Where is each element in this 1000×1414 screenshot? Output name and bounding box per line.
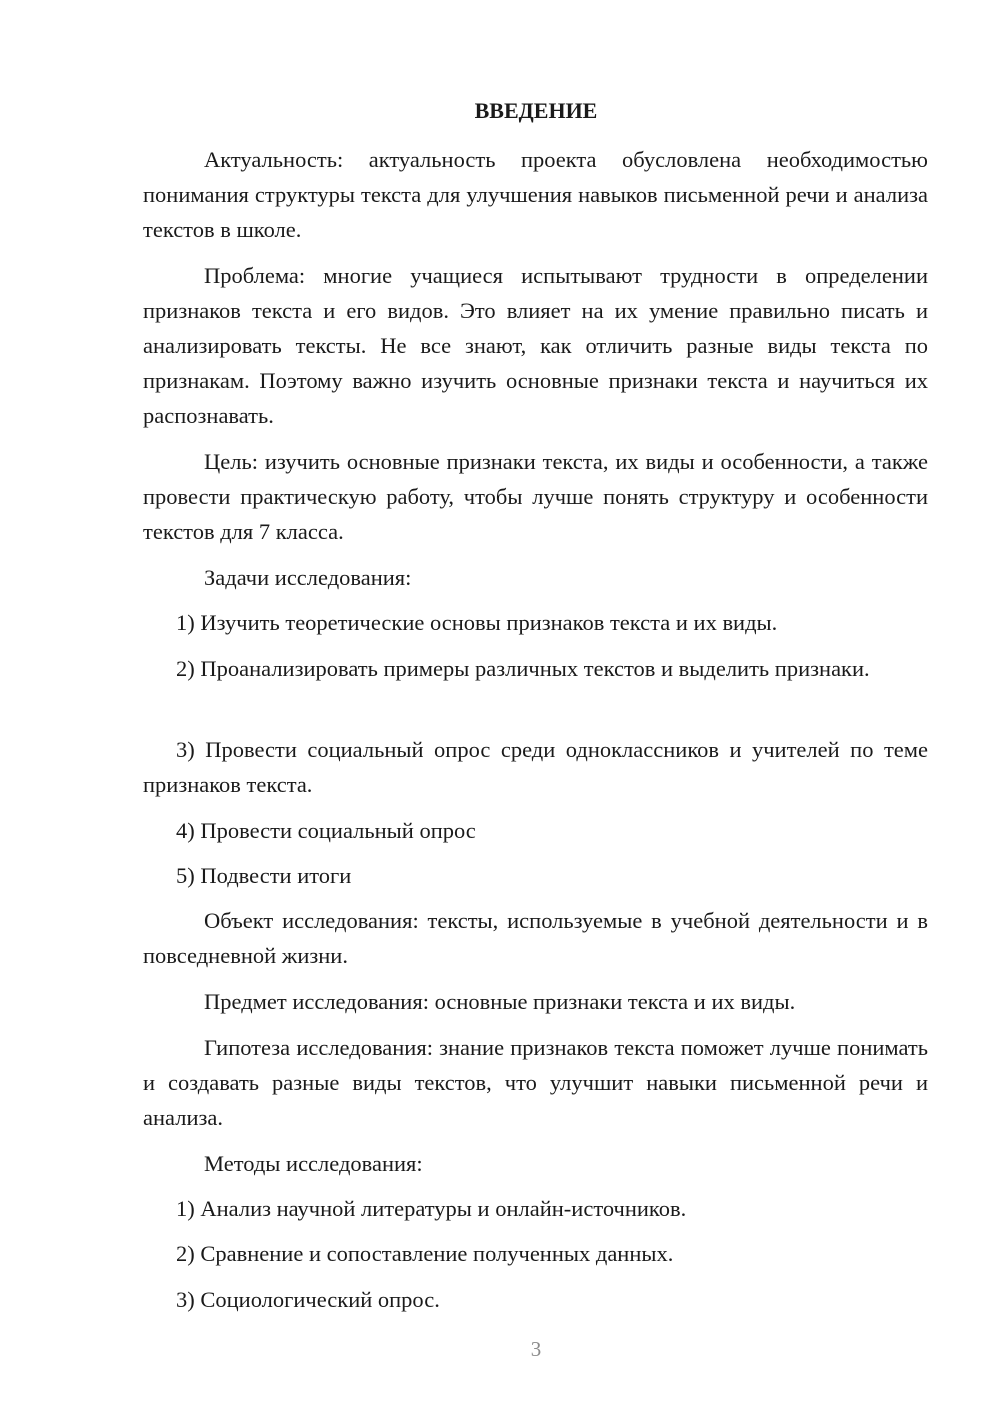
paragraph-relevance: Актуальность: актуальность проекта обусловлена необходимостью понимания структуры текста для улучшения навыков письменной речи и анализа текстов в школе. bbox=[143, 147, 928, 242]
task-item-4: 4) Провести социальный опрос bbox=[176, 818, 476, 843]
page-number: 3 bbox=[530, 1337, 542, 1361]
paragraph-problem: Проблема: многие учащиеся испытывают трудности в определении признаков текста и его видов. Это влияет на их умение правильно писать и анализировать тексты. Не все знают, как отличить разные виды текста по признакам. Поэтому важно изучить основные признаки текста и научиться их распознавать. bbox=[143, 263, 928, 428]
page-title: ВВЕДЕНИЕ bbox=[474, 98, 598, 123]
method-item-3: 3) Социологический опрос. bbox=[176, 1287, 440, 1312]
methods-heading: Методы исследования: bbox=[204, 1151, 423, 1176]
paragraph-subject: Предмет исследования: основные признаки текста и их виды. bbox=[204, 989, 796, 1014]
method-item-1: 1) Анализ научной литературы и онлайн-источников. bbox=[176, 1196, 687, 1221]
task-item-1: 1) Изучить теоретические основы признаков текста и их виды. bbox=[176, 610, 778, 635]
tasks-heading: Задачи исследования: bbox=[204, 565, 412, 590]
method-item-2: 2) Сравнение и сопоставление полученных данных. bbox=[176, 1241, 674, 1266]
paragraph-hypothesis: Гипотеза исследования: знание признаков текста поможет лучше понимать и создавать разные виды текстов, что улучшит навыки письменной речи и анализа. bbox=[143, 1035, 928, 1130]
paragraph-goal: Цель: изучить основные признаки текста, их виды и особенности, а также провести практическую работу, чтобы лучше понять структуру и особенности текстов для 7 класса. bbox=[143, 449, 928, 544]
task-item-5: 5) Подвести итоги bbox=[176, 863, 352, 888]
paragraph-object: Объект исследования: тексты, используемые в учебной деятельности и в повседневной жизни. bbox=[143, 908, 928, 968]
task-item-3: 3) Провести социальный опрос среди одноклассников и учителей по теме признаков текста. bbox=[143, 737, 928, 797]
task-item-2: 2) Проанализировать примеры различных текстов и выделить признаки. bbox=[176, 656, 870, 681]
